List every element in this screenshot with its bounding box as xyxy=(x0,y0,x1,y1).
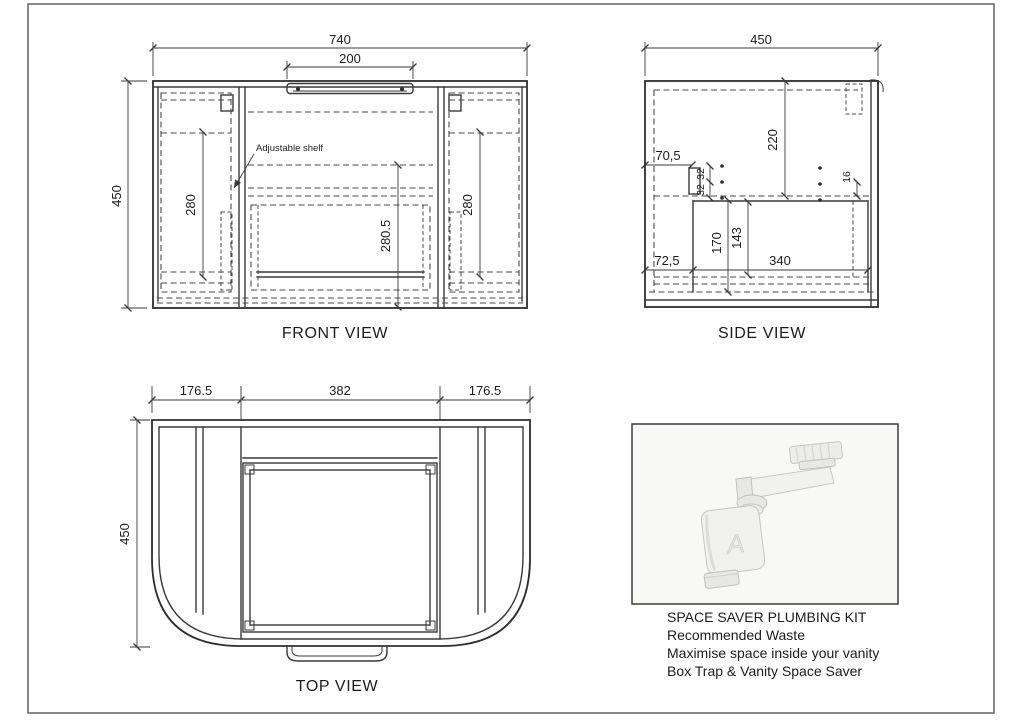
dim-top-overall-depth: 450 xyxy=(117,523,132,545)
dim-side-hole-pitch-a: 32 xyxy=(695,168,707,180)
top-sink-opening xyxy=(243,463,437,632)
product-badge-letter: A xyxy=(725,527,746,560)
dim-front-right-door-height: 280 xyxy=(460,194,475,216)
top-front-tab xyxy=(287,646,387,661)
front-view-caption: FRONT VIEW xyxy=(281,325,389,342)
dim-side-back-offset: 16 xyxy=(841,171,853,183)
plumbing-kit-line1: Recommended Waste xyxy=(667,627,805,643)
dim-side-front-setback: 70,5 xyxy=(655,148,681,163)
dim-front-handle-width: 200 xyxy=(339,51,361,66)
front-left-door-hidden xyxy=(161,93,232,292)
dim-front-centre-height: 280.5 xyxy=(378,219,393,253)
side-cabinet-outline xyxy=(645,81,878,307)
dim-side-hole-pitch-b: 32 xyxy=(695,184,707,196)
front-handle xyxy=(287,84,413,94)
dim-side-bottom-front-offset: 72,5 xyxy=(654,253,680,268)
side-hidden-lines xyxy=(649,84,874,292)
plumbing-kit-panel xyxy=(632,424,898,679)
side-view-caption: SIDE VIEW xyxy=(717,325,807,342)
plumbing-kit-line3: Box Trap & Vanity Space Saver xyxy=(667,663,863,679)
adjustable-shelf-note: Adjustable shelf xyxy=(256,143,324,154)
side-handle-profile xyxy=(846,84,862,114)
top-view xyxy=(117,383,530,695)
top-internal-walls xyxy=(196,427,485,639)
dim-front-overall-width: 740 xyxy=(329,32,351,47)
dim-side-drawer-depth: 340 xyxy=(769,253,791,268)
dim-side-drawer-inner-height: 143 xyxy=(729,227,744,249)
adjustable-shelf-leader xyxy=(234,154,254,188)
top-view-caption: TOP VIEW xyxy=(295,678,379,695)
plumbing-kit-line2: Maximise space inside your vanity xyxy=(667,645,880,661)
plumbing-kit-title: SPACE SAVER PLUMBING KIT xyxy=(667,609,867,625)
side-view xyxy=(645,32,883,342)
front-view xyxy=(109,32,527,342)
dim-side-overall-depth: 450 xyxy=(750,32,772,47)
dim-side-top-to-shelf: 220 xyxy=(765,129,780,151)
front-right-hinge xyxy=(449,95,461,111)
front-right-door-hidden xyxy=(449,93,519,292)
top-outline xyxy=(152,420,530,646)
dim-side-drawer-front-height: 170 xyxy=(709,232,724,254)
dim-front-overall-height: 450 xyxy=(109,185,124,207)
plumbing-kit-photo-frame xyxy=(632,424,898,604)
dim-top-right-section: 176.5 xyxy=(468,383,502,398)
dim-top-left-section: 176.5 xyxy=(179,383,213,398)
dim-front-left-door-height: 280 xyxy=(183,194,198,216)
dim-top-centre-section: 382 xyxy=(329,383,351,398)
